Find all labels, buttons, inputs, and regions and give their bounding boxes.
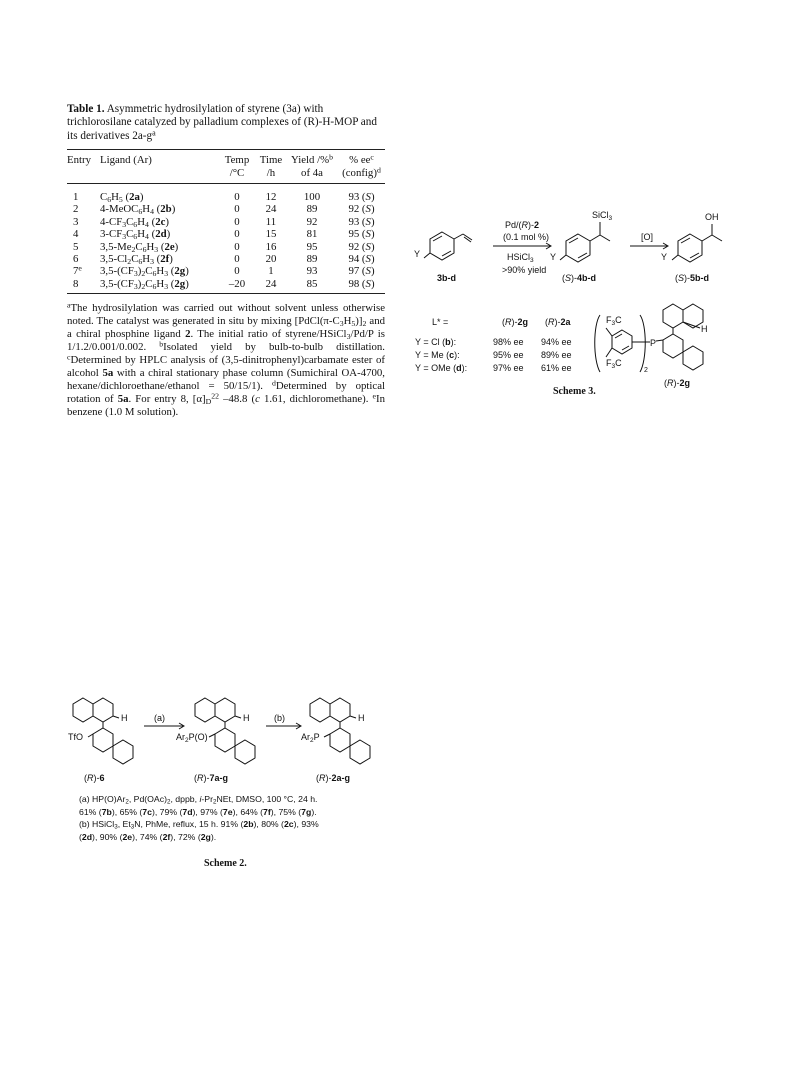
header-yield-of: of 4a [301,166,323,179]
cell-time: 12 [265,191,277,204]
cell-temp: 0 [234,191,240,204]
table-row [67,203,385,215]
aryl-ring [612,330,632,354]
scheme2-label-2: (R)-2a-g [316,773,351,783]
table-body [67,191,385,290]
cell-ee: 93 (S) [348,191,375,204]
scheme3-y-1: Y [414,249,421,259]
scheme3-head-2g: (R)-2g [502,317,529,327]
cell-ee: 92 (S) [348,240,375,253]
condition-b-line-1: (b) HSiCl$_3$, $Et_3N$, PhMe, reflux, 15 h. 91% (2b), 80% (2c), 93% [79,819,319,831]
cell-yield: 89 [306,203,318,216]
scheme3-row-c-2a: 89% ee [541,350,572,360]
cell-ligand: $C_6H_5$ (2a) [100,191,144,204]
scheme3-row-b-label: Y = Cl (b): [415,337,457,347]
cell-yield: 92 [306,215,318,228]
scheme3-sicl3: SiCl$_3$ [592,210,613,222]
header-config-text: (config) [342,166,377,179]
scheme2-h-1: H [121,713,128,723]
scheme3-product-label: (S)-4b-d [562,273,597,283]
cell-entry: 1 [73,191,79,204]
header-ligand: Ligand (Ar) [100,154,152,167]
table-footnote: $^a$The hydrosilylation was carried out without solvent unless otherwise noted. The catalyst was generated in situ by mixing $[PdCl(\pi-C_3H_5)]_2$ and a chiral phosphine ligand 2. The initial ratio of styrene/HSiCl$_3$/Pd/P is 1/1.2/0.001/0.002. $^b$Isolated yield by bulb-to-bulb distillation. $^c$Determined by HPLC analysis of (3,5-dinitrophenyl)carbamate ester of alcohol 5a with a chiral stationary phase column (Sumichiral OA-4700, hexane/dichloroethane/ethanol = 50/15/1). $^d$Determined by optical rotation of 5a. For entry 8, $[\alpha]_D^{22}$ –48.8 (c 1.61, dichloromethane). $^e$In benzene (1.0 M solution). [67,300,385,418]
scheme2-h-3: H [358,713,365,723]
header-temp-unit: /°C [229,166,245,179]
cell-ligand: $3,5-Cl_2C_6H_3$ (2f) [100,253,173,266]
scheme3-row-b-2a: 94% ee [541,337,572,347]
cell-temp: 0 [234,265,240,278]
naphthyl-ring-1 [663,304,683,328]
cell-time: 11 [265,215,277,228]
table-row [67,265,385,277]
cell-time: 20 [265,253,277,266]
scheme3-subscript-2: 2 [644,367,648,374]
header-temp: Temp [224,154,250,167]
cell-yield: 89 [306,253,318,266]
scheme-2-conditions [79,793,379,843]
scheme2-step-b: (b) [274,713,285,723]
cell-ee: 94 (S) [348,253,375,266]
scheme2-h-2: H [243,713,250,723]
scheme3-ligand-label: (R)-2g [664,378,691,388]
scheme3-head-2a: (R)-2a [545,317,571,327]
scheme3-reagent-bottom2: >90% yield [502,265,547,275]
binaphthyl-2-ring-1 [310,698,330,722]
scheme2-label-7: (R)-7a-g [194,773,229,783]
table-bottom-rule [67,293,385,294]
binaphthyl-6-ring-2 [93,728,113,752]
cell-entry: 4 [73,228,79,241]
naphthyl-ring-2 [663,334,683,358]
table-row [67,228,385,240]
scheme3-reagent-top2: (0.1 mol %) [503,232,550,242]
header-yield-text: Yield /% [291,154,330,167]
scheme2-label-6: (R)-6 [84,773,105,783]
cell-entry: 2 [73,203,79,216]
scheme2-tfo: TfO [68,732,83,742]
table-top-rule [67,149,385,150]
scheme3-row-d-label: Y = OMe (d): [415,363,468,373]
header-ee-text: % ee [349,154,371,167]
table-1-block [67,103,385,418]
cell-entry: 6 [73,253,79,266]
cell-time: 16 [265,240,277,253]
cell-yield: 100 [303,191,321,204]
scheme3-reagent-bottom1: HSiCl$_3$ [507,252,534,264]
table-caption-label: Table 1. [67,103,105,115]
cell-ee: 98 (S) [348,277,375,290]
header-config-sup: d [376,165,381,175]
scheme3-row-c-label: Y = Me (c): [415,350,460,360]
condition-b-line-2: (2d), 90% (2e), 74% (2f), 72% (2g). [79,831,217,842]
cell-time: 24 [265,203,277,216]
table-row [67,191,385,203]
header-entry: Entry [67,154,91,167]
scheme3-alcohol-label: (S)-5b-d [675,273,710,283]
table-row [67,241,385,253]
scheme2-ar2p: $Ar_2P$ [301,732,320,744]
scheme3-row-d-2g: 97% ee [493,363,524,373]
cell-ligand: $3,5-Me_2C_6H_3$ (2e) [100,240,179,254]
cell-temp: –20 [228,277,246,290]
cell-yield: 81 [306,228,318,241]
ligand-bracket-right [640,315,645,372]
table-row [67,253,385,265]
cell-temp: 0 [234,240,240,253]
table-caption-text: Asymmetric hydrosilylation of styrene (3a) with trichlorosilane catalyzed by palladium complexes of (R)-H-MOP and its derivatives 2a-g [67,103,377,142]
condition-a-line-1: (a) $HP(O)Ar_2$, $Pd(OAc)_2$, dppb, $i-Pr_2NEt$, DMSO, 100 °C, 24 h. [79,794,318,806]
cell-ligand: $3-CF_3C_6H_4$ (2d) [100,228,171,242]
table-row [67,216,385,228]
scheme3-oxidation: [O] [641,232,654,242]
scheme3-h: H [701,324,708,334]
table-row [67,278,385,290]
scheme-2-graphic [66,690,386,785]
cell-ee: 92 (S) [348,203,375,216]
cell-temp: 0 [234,203,240,216]
cell-ee: 93 (S) [348,215,375,228]
cell-ee: 95 (S) [348,228,375,241]
scheme3-p: P [650,338,657,348]
scheme-3-title: Scheme 3. [553,386,596,397]
header-yield-sup: b [329,152,333,162]
binaphthyl-7-ring-2 [215,728,235,752]
header-config [338,167,385,179]
cell-entry: 5 [73,240,79,253]
cell-yield: 93 [306,265,318,278]
scheme3-cf3-bottom: $F_3C$ [606,358,622,370]
cell-entry: 7e [73,263,82,278]
header-time-unit: /h [266,166,276,179]
cell-time: 24 [265,277,277,290]
cell-ligand: $3,5-(CF_3)_2C_6H_3$ (2g) [100,265,189,279]
cell-ligand: $4-MeOC_6H_4$ (2b) [100,203,176,217]
cell-entry: 3 [73,215,79,228]
scheme2-step-a: (a) [154,713,165,723]
binaphthyl-6-ring-1 [73,698,93,722]
scheme3-row-d-2a: 61% ee [541,363,572,373]
scheme2-ar2po: $Ar_2P(O)$ [176,732,208,744]
cell-yield: 95 [306,240,318,253]
header-ee-sup: c [370,152,374,162]
scheme3-oh: OH [705,212,719,222]
ligand-bracket-left [595,315,600,372]
cell-ligand: $3,5-(CF_3)_2C_6H_3$ (2g) [100,277,189,291]
header-yield [286,154,338,166]
header-time: Time [259,154,283,167]
scheme3-row-b-2g: 98% ee [493,337,524,347]
cell-entry: 8 [73,277,79,290]
condition-a-line-2: 61% (7b), 65% (7c), 79% (7d), 97% (7e), 64% (7f), 75% (7g). [79,806,317,817]
scheme3-y-3: Y [661,252,668,262]
cell-temp: 0 [234,228,240,241]
table-caption-sup: a [152,128,156,138]
scheme3-cf3-top: $F_3C$ [606,315,622,327]
cell-temp: 0 [234,215,240,228]
cell-ee: 97 (S) [348,265,375,278]
table-header [67,154,385,179]
binaphthyl-2-ring-2 [330,728,350,752]
cell-yield: 85 [306,277,318,290]
table-mid-rule [67,183,385,184]
scheme3-ligand-head: L* = [432,317,449,327]
scheme-2-title: Scheme 2. [204,858,247,869]
table-caption [67,103,385,143]
cell-ligand: $4-CF_3C_6H_4$ (2c) [100,215,169,229]
binaphthyl-7-ring-1 [195,698,215,722]
scheme3-y-2: Y [550,252,557,262]
cell-time: 15 [265,228,277,241]
scheme3-reagent-top1: Pd/(R)-2 [505,220,540,230]
scheme-3-graphic [410,200,750,400]
cell-temp: 0 [234,253,240,266]
scheme3-substrate-label: 3b-d [437,273,456,283]
scheme3-row-c-2g: 95% ee [493,350,524,360]
cell-time: 1 [268,265,274,278]
